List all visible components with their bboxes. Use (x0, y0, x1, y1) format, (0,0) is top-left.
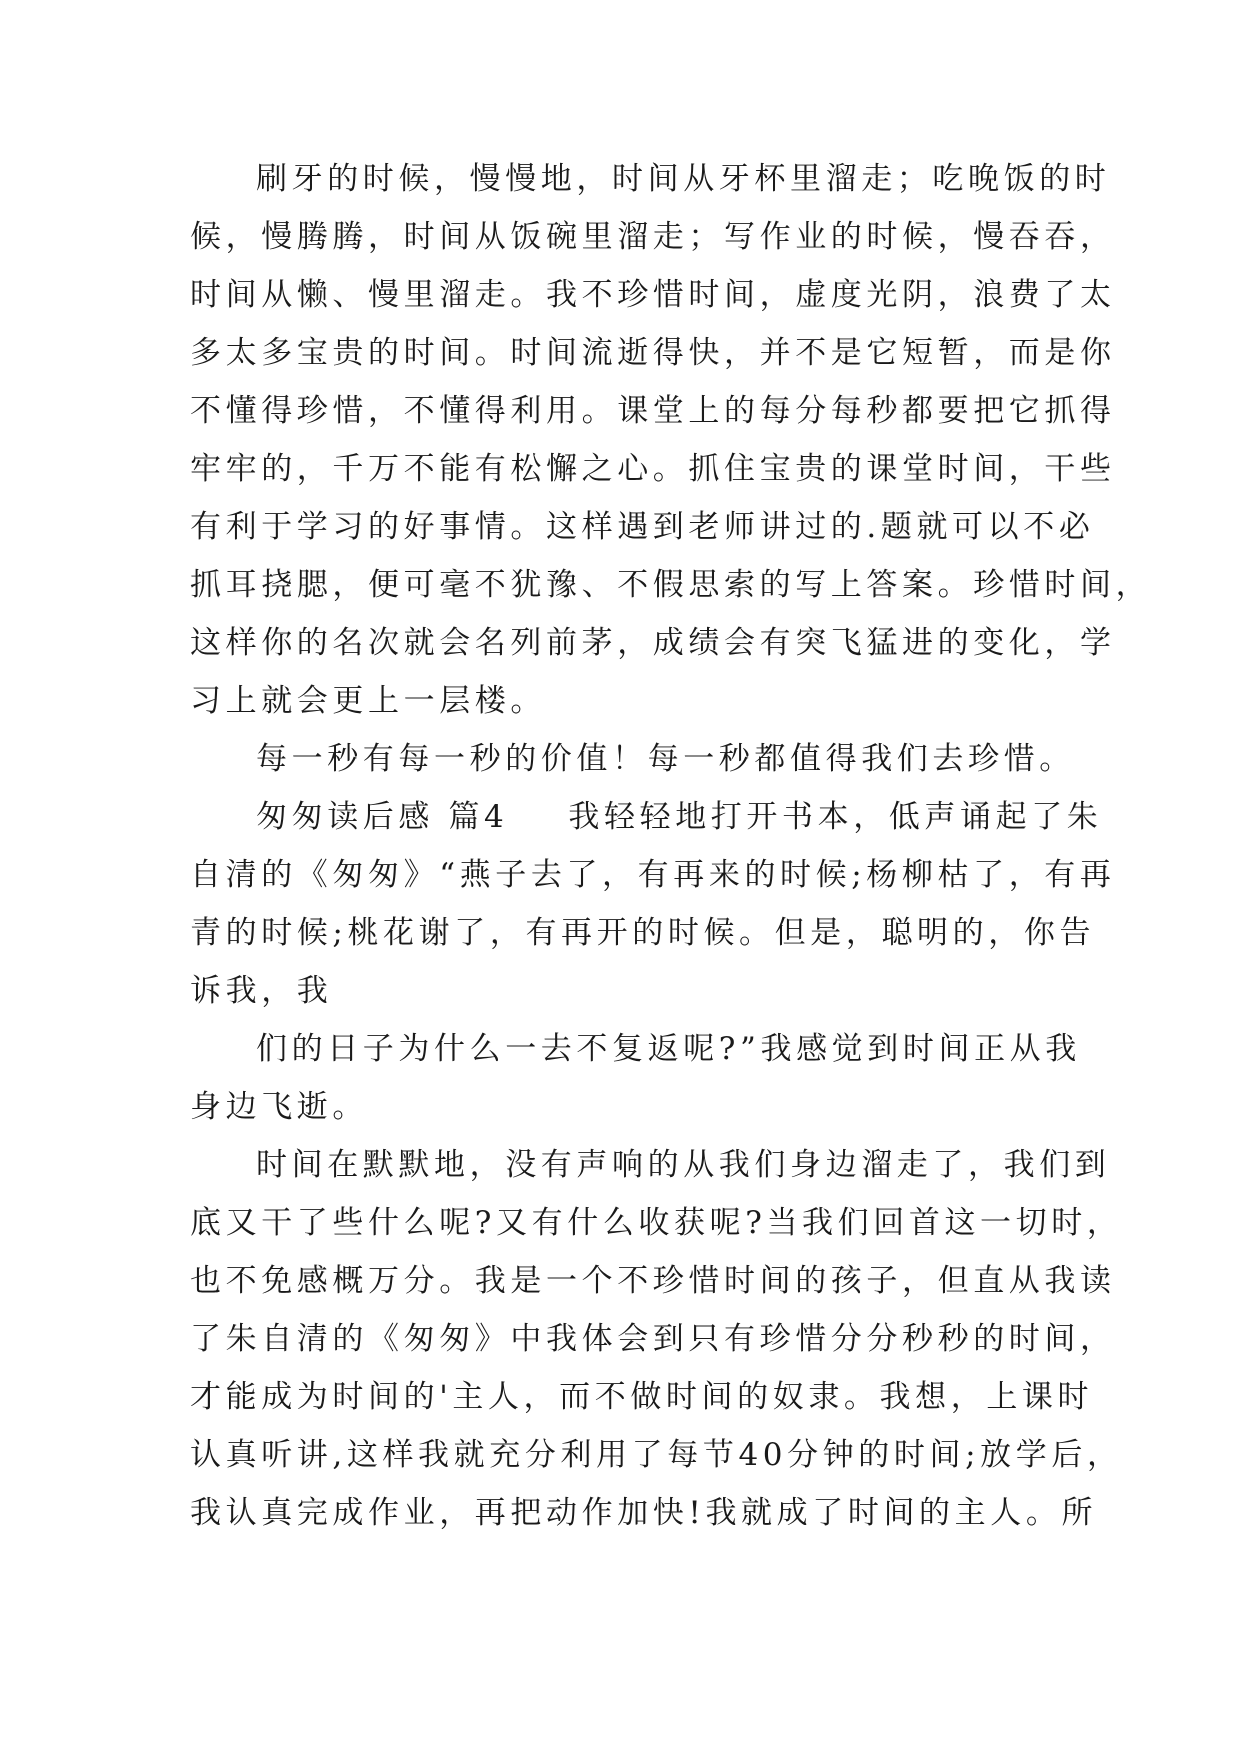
paragraph-line: 有利于学习的好事情。这样遇到老师讲过的.题就可以不必 (190, 509, 1095, 545)
paragraph-line: 了朱自清的《匆匆》中我体会到只有珍惜分分秒秒的时间， (190, 1321, 1116, 1357)
section-heading: 匆匆读后感 篇4 (256, 799, 509, 835)
paragraph-line: 这样你的名次就会名列前茅，成绩会有突飞猛进的变化，学 (190, 625, 1116, 661)
paragraph-line: 青的时候;桃花谢了，有再开的时候。但是，聪明的，你告 (190, 915, 1096, 951)
paragraph-line: 牢牢的，千万不能有松懈之心。抓住宝贵的课堂时间，干些 (190, 451, 1116, 487)
paragraph-line: 们的日子为什么一去不复返呢?”我感觉到时间正从我 (256, 1031, 1081, 1067)
paragraph-line: 每一秒有每一秒的价值！每一秒都值得我们去珍惜。 (256, 741, 1075, 777)
paragraph-line: 多太多宝贵的时间。时间流逝得快，并不是它短暂，而是你 (190, 335, 1116, 371)
paragraph-line: 时间从懒、慢里溜走。我不珍惜时间，虚度光阴，浪费了太 (190, 277, 1116, 313)
paragraph-line: 身边飞逝。 (190, 1089, 368, 1125)
section-heading-line (256, 792, 1102, 842)
paragraph-line: 候，慢腾腾，时间从饭碗里溜走；写作业的时候，慢吞吞， (190, 219, 1116, 255)
paragraph-line: 不懂得珍惜，不懂得利用。课堂上的每分每秒都要把它抓得 (190, 393, 1116, 429)
paragraph-line: 才能成为时间的'主人，而不做时间的奴隶。我想，上课时 (190, 1379, 1094, 1415)
paragraph-line: 诉我，我 (190, 973, 333, 1009)
paragraph-start: 我轻轻地打开书本，低声诵起了朱 (568, 799, 1103, 835)
paragraph-line: 自清的《匆匆》“燕子去了，有再来的时候;杨柳枯了，有再 (190, 857, 1116, 893)
paragraph-line: 我认真完成作业，再把动作加快!我就成了时间的主人。所 (190, 1495, 1098, 1531)
paragraph-line: 底又干了些什么呢?又有什么收获呢?当我们回首这一切时， (190, 1205, 1123, 1241)
paragraph-line: 也不免感概万分。我是一个不珍惜时间的孩子，但直从我读 (190, 1263, 1116, 1299)
paragraph-line: 抓耳挠腮，便可毫不犹豫、不假思索的写上答案。珍惜时间， (190, 567, 1152, 603)
paragraph-line: 刷牙的时候，慢慢地，时间从牙杯里溜走；吃晚饭的时 (256, 161, 1111, 197)
paragraph-line: 时间在默默地，没有声响的从我们身边溜走了，我们到 (256, 1147, 1111, 1183)
paragraph-line: 认真听讲,这样我就充分利用了每节40分钟的时间;放学后， (190, 1437, 1123, 1473)
paragraph-line: 习上就会更上一层楼。 (190, 683, 546, 719)
